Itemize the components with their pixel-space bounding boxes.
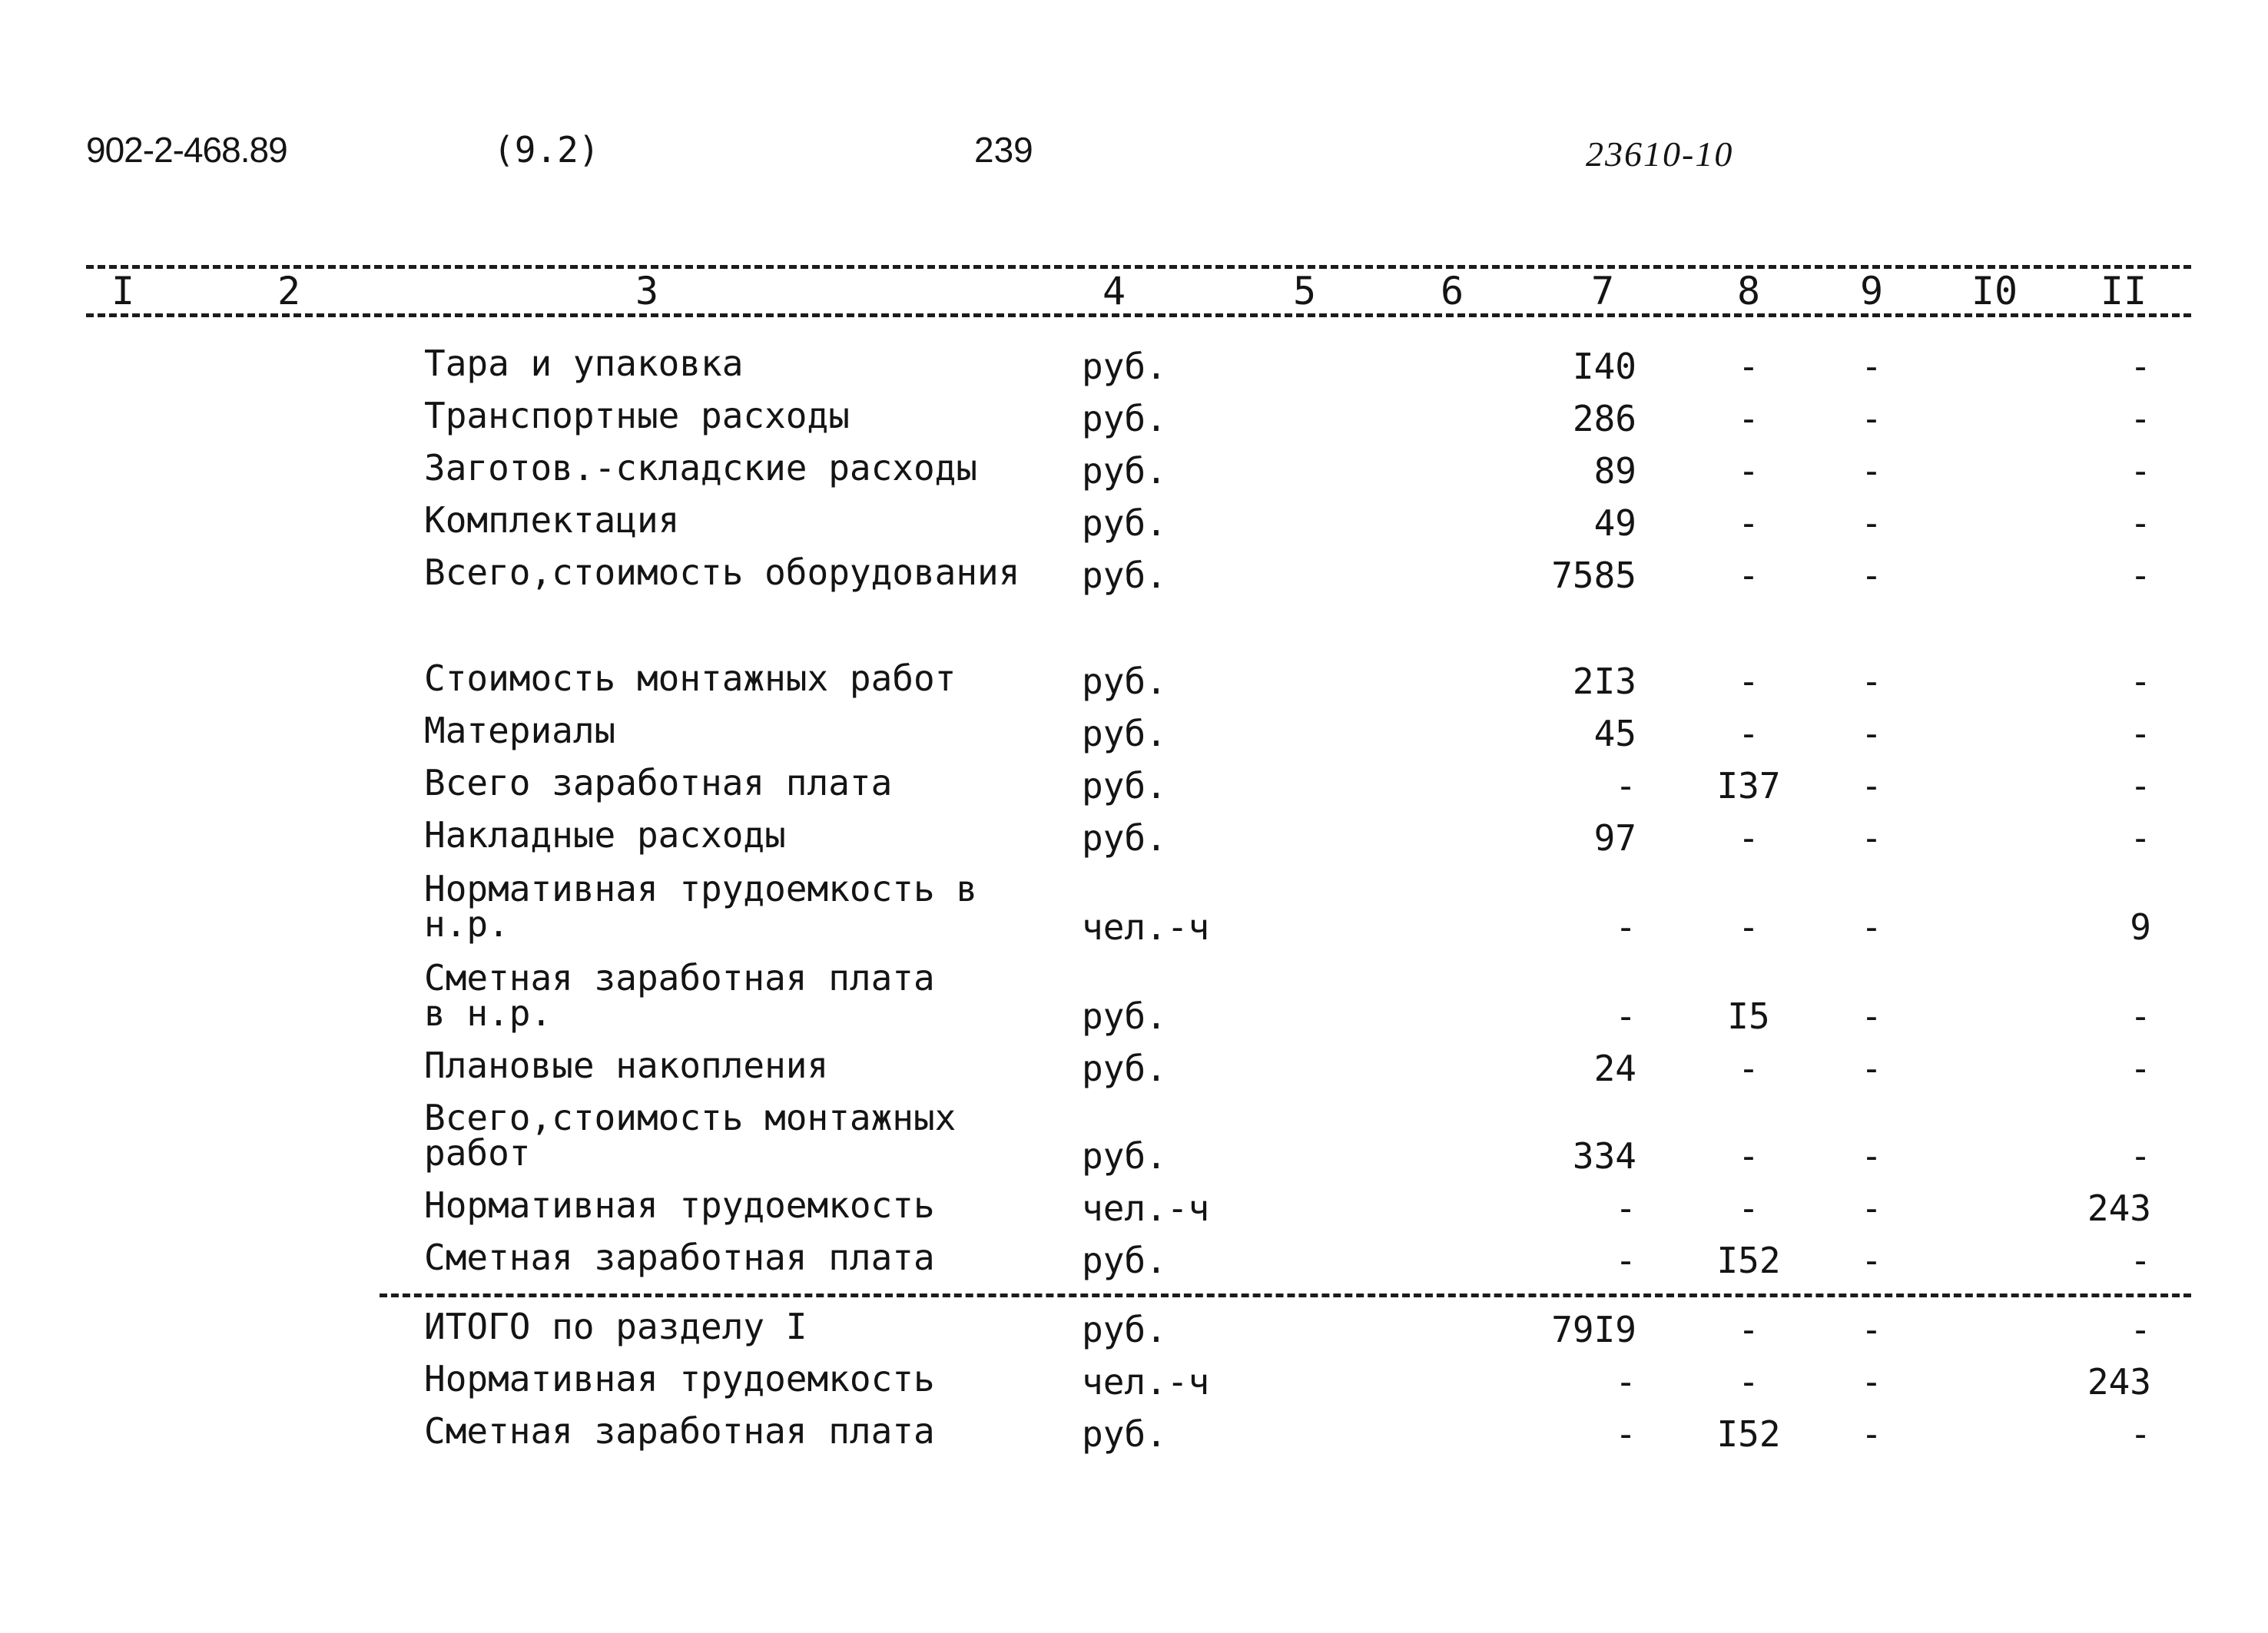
item-name: Всего заработная плата — [424, 762, 893, 803]
item-name: Заготов.-складские расходы — [424, 447, 978, 489]
value-col8: - — [1738, 1361, 1759, 1403]
total-label: Сметная заработная плата — [424, 1410, 935, 1452]
total-label: Нормативная трудоемкость — [424, 1358, 935, 1399]
value-col8: - — [1738, 661, 1759, 702]
value-col11: - — [2130, 817, 2151, 859]
value-col9: - — [1861, 1309, 1882, 1350]
value-col9: - — [1861, 1187, 1882, 1229]
item-unit: руб. — [1082, 995, 1167, 1037]
value-col11: - — [2130, 1135, 2151, 1177]
column-header-4: 4 — [1102, 269, 1126, 313]
section-number: (9.2) — [493, 129, 600, 171]
column-header-5: 5 — [1292, 269, 1317, 313]
value-col7: 45 — [1593, 713, 1636, 754]
value-col8: - — [1738, 1187, 1759, 1229]
value-col7: - — [1615, 1240, 1636, 1281]
value-col7: 79I9 — [1551, 1309, 1636, 1350]
item-name-continuation: в н.р. — [424, 992, 552, 1034]
item-unit: руб. — [1082, 1048, 1167, 1089]
item-name: Нормативная трудоемкость в — [424, 868, 978, 909]
item-name: Сметная заработная плата — [424, 1237, 935, 1278]
value-col11: - — [2130, 1413, 2151, 1455]
value-col9: - — [1861, 765, 1882, 807]
item-unit: руб. — [1082, 1309, 1167, 1350]
item-unit: руб. — [1082, 1240, 1167, 1281]
value-col9: - — [1861, 450, 1882, 492]
total-separator-rule — [380, 1293, 2191, 1297]
value-col9: - — [1861, 398, 1882, 439]
value-col11: - — [2130, 1240, 2151, 1281]
item-unit: чел.-ч — [1082, 1187, 1210, 1229]
document-code: 902-2-468.89 — [86, 130, 287, 170]
value-col7: 49 — [1593, 502, 1636, 544]
value-col11: - — [2130, 398, 2151, 439]
value-col11: - — [2130, 1309, 2151, 1350]
value-col9: - — [1861, 995, 1882, 1037]
value-col7: 7585 — [1551, 555, 1636, 596]
header-bottom-rule — [86, 313, 2191, 317]
value-col7: 89 — [1593, 450, 1636, 492]
item-name: Нормативная трудоемкость — [424, 1184, 935, 1226]
value-col9: - — [1861, 502, 1882, 544]
value-col8: I52 — [1716, 1413, 1781, 1455]
value-col7: I40 — [1572, 346, 1636, 387]
item-name: Всего,стоимость оборудования — [424, 552, 1020, 593]
item-unit: руб. — [1082, 817, 1167, 859]
column-header-7: 7 — [1590, 269, 1615, 313]
value-col7: - — [1615, 906, 1636, 948]
item-unit: руб. — [1082, 346, 1167, 387]
item-unit: руб. — [1082, 555, 1167, 596]
value-col11: - — [2130, 502, 2151, 544]
value-col8: - — [1738, 398, 1759, 439]
item-name: Стоимость монтажных работ — [424, 658, 957, 699]
value-col7: 24 — [1593, 1048, 1636, 1089]
value-col8: - — [1738, 1309, 1759, 1350]
value-col7: - — [1615, 995, 1636, 1037]
item-unit: руб. — [1082, 398, 1167, 439]
value-col8: - — [1738, 1048, 1759, 1089]
value-col9: - — [1861, 1413, 1882, 1455]
page-number: 239 — [974, 130, 1033, 170]
value-col9: - — [1861, 1048, 1882, 1089]
item-name: Транспортные расходы — [424, 395, 850, 436]
value-col11: - — [2130, 555, 2151, 596]
column-header-11: II — [2100, 269, 2147, 313]
column-header-10: I0 — [1971, 269, 2018, 313]
value-col11: 243 — [2087, 1361, 2151, 1403]
column-header-6: 6 — [1440, 269, 1464, 313]
value-col8: I52 — [1716, 1240, 1781, 1281]
value-col8: - — [1738, 555, 1759, 596]
column-header-8: 8 — [1736, 269, 1761, 313]
value-col8: I5 — [1727, 995, 1770, 1037]
item-unit: руб. — [1082, 713, 1167, 754]
value-col9: - — [1861, 713, 1882, 754]
item-unit: чел.-ч — [1082, 906, 1210, 948]
total-label: ИТОГО по разделу I — [424, 1306, 807, 1347]
item-unit: руб. — [1082, 765, 1167, 807]
item-name: Плановые накопления — [424, 1045, 829, 1086]
value-col9: - — [1861, 1135, 1882, 1177]
column-header-9: 9 — [1859, 269, 1884, 313]
item-unit: руб. — [1082, 1413, 1167, 1455]
value-col9: - — [1861, 906, 1882, 948]
value-col9: - — [1861, 346, 1882, 387]
value-col11: - — [2130, 450, 2151, 492]
value-col11: - — [2130, 1048, 2151, 1089]
value-col8: - — [1738, 906, 1759, 948]
value-col9: - — [1861, 817, 1882, 859]
item-name: Сметная заработная плата — [424, 957, 935, 999]
item-name: Тара и упаковка — [424, 343, 744, 384]
value-col9: - — [1861, 661, 1882, 702]
value-col8: - — [1738, 1135, 1759, 1177]
column-header-1: I — [111, 269, 135, 313]
value-col7: - — [1615, 765, 1636, 807]
item-unit: руб. — [1082, 502, 1167, 544]
value-col8: - — [1738, 713, 1759, 754]
value-col7: - — [1615, 1413, 1636, 1455]
value-col7: - — [1615, 1187, 1636, 1229]
value-col11: - — [2130, 661, 2151, 702]
value-col7: 334 — [1572, 1135, 1636, 1177]
value-col7: 286 — [1572, 398, 1636, 439]
column-header-2: 2 — [277, 269, 301, 313]
item-name-continuation: н.р. — [424, 903, 509, 945]
value-col11: 243 — [2087, 1187, 2151, 1229]
item-name-continuation: работ — [424, 1132, 531, 1174]
column-header-3: 3 — [635, 269, 659, 313]
value-col9: - — [1861, 1240, 1882, 1281]
value-col7: - — [1615, 1361, 1636, 1403]
value-col11: - — [2130, 346, 2151, 387]
value-col11: 9 — [2130, 906, 2151, 948]
item-name: Накладные расходы — [424, 814, 786, 856]
value-col11: - — [2130, 765, 2151, 807]
item-name: Материалы — [424, 710, 616, 751]
value-col8: - — [1738, 450, 1759, 492]
value-col11: - — [2130, 995, 2151, 1037]
handwritten-number: 23610-10 — [1586, 134, 1734, 174]
value-col8: I37 — [1716, 765, 1781, 807]
value-col8: - — [1738, 346, 1759, 387]
item-unit: руб. — [1082, 450, 1167, 492]
item-unit: руб. — [1082, 661, 1167, 702]
value-col7: 97 — [1593, 817, 1636, 859]
value-col9: - — [1861, 1361, 1882, 1403]
value-col7: 2I3 — [1572, 661, 1636, 702]
item-name: Всего,стоимость монтажных — [424, 1097, 957, 1138]
value-col11: - — [2130, 713, 2151, 754]
value-col8: - — [1738, 817, 1759, 859]
value-col9: - — [1861, 555, 1882, 596]
value-col8: - — [1738, 502, 1759, 544]
item-unit: руб. — [1082, 1135, 1167, 1177]
item-name: Комплектация — [424, 499, 680, 541]
item-unit: чел.-ч — [1082, 1361, 1210, 1403]
